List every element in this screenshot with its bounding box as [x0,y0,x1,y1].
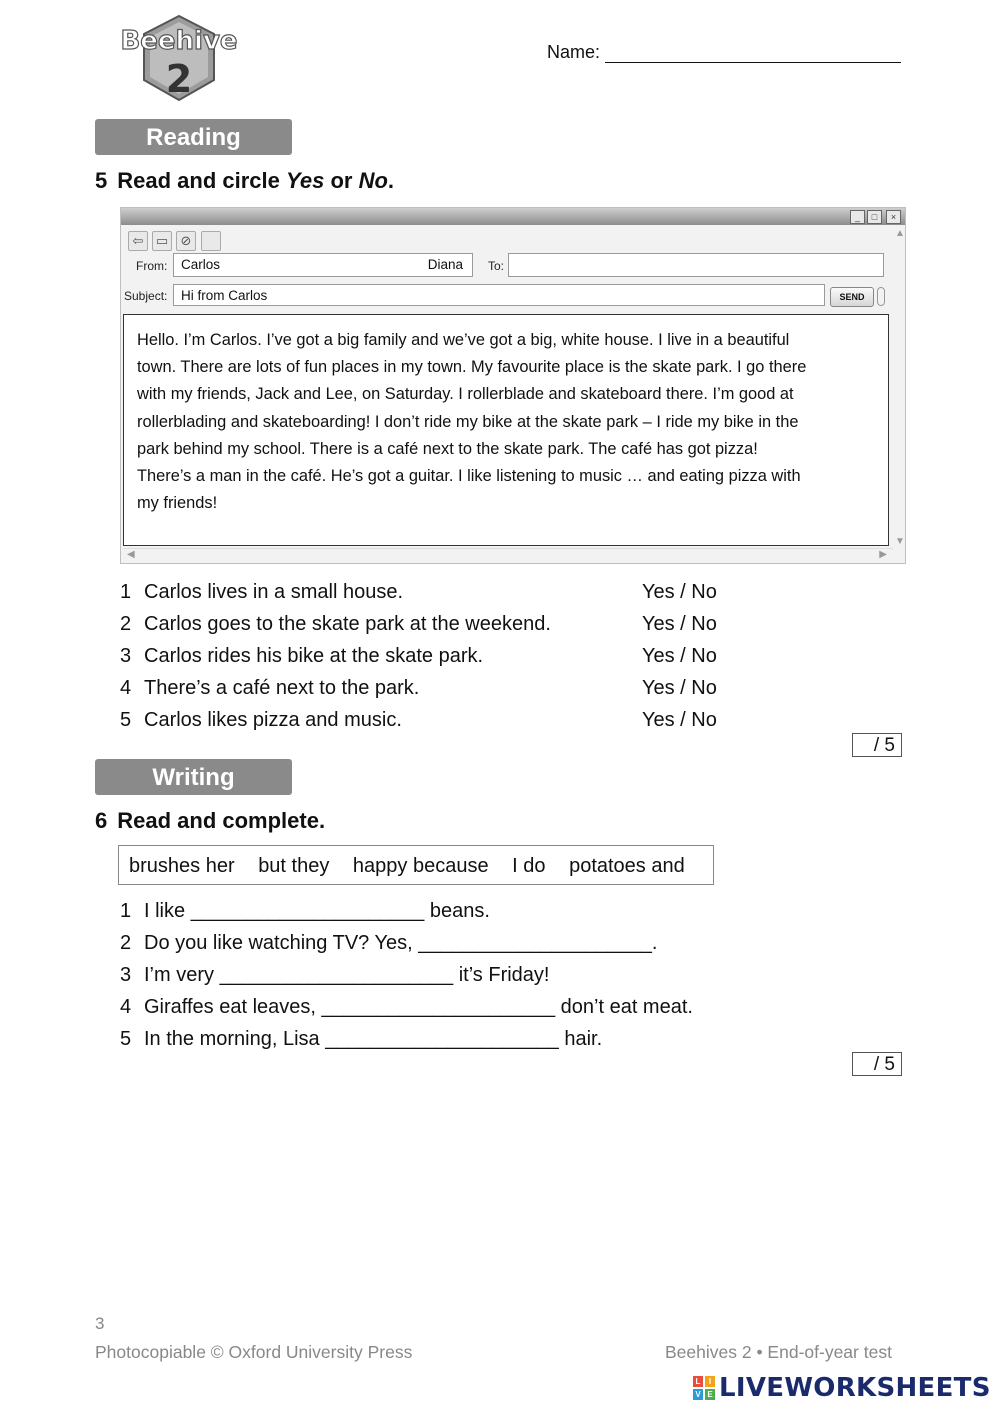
reading-task-number: 5 [95,168,108,193]
question-text: Carlos likes pizza and music. [144,709,402,731]
scroll-down-icon: ▼ [895,536,905,547]
completion-item [120,991,693,1023]
reading-section-tab: Reading [95,119,292,155]
beehive-logo [112,12,246,104]
reading-title-end: . [387,168,395,193]
logo-number: 2 [165,57,193,101]
item-after: hair. [558,1028,603,1050]
window-title-bar [121,208,905,225]
from-label: From: [136,259,168,273]
reading-task-title [95,168,394,194]
to-field [508,253,884,277]
email-body-line: Hello. I’m Carlos. I’ve got a big family and we’ve got a big, white house. I live in a beautiful [137,331,790,349]
question-number: 4 [120,677,132,699]
page-number: 3 [95,1314,105,1333]
brand-mark-letter: I [705,1376,715,1387]
liveworksheets-brand [693,1373,991,1403]
item-number: 3 [120,964,132,986]
liveworksheets-wordmark: LIVEWORKSHEETS [719,1373,991,1403]
completion-item [120,927,657,959]
completion-item [120,1023,602,1055]
yes-no-question [120,704,740,736]
question-number: 1 [120,581,132,603]
email-body-line: with my friends, Jack and Lee, on Saturday. I rollerblade and skateboard there. I’m good at [137,385,794,404]
email-body-line: my friends! [137,494,218,513]
writing-title-text: Read and complete. [117,808,326,833]
brand-mark-letter: L [693,1376,703,1387]
maximize-icon: □ [867,210,882,224]
reading-title-or: or [324,168,359,193]
close-icon: × [886,210,901,224]
from-value: Carlos [181,257,221,272]
yes-no-answer[interactable]: Yes / No [642,677,717,699]
writing-score-box: / 5 [852,1052,902,1076]
from-field [173,253,473,277]
yes-no-answer[interactable]: Yes / No [642,613,717,635]
copyright-text: Photocopiable © Oxford University Press [95,1342,413,1362]
yes-no-question [120,608,740,640]
completion-item [120,959,549,991]
scroll-up-icon: ▲ [895,228,905,239]
blank-tool-icon [201,231,221,251]
logo-word: Beehive [120,26,238,56]
answer-blank[interactable]: _____________________ [418,932,652,954]
item-before: Do you like watching TV? Yes, [144,932,419,954]
answer-blank[interactable]: _____________________ [190,900,425,922]
block-icon: ⊘ [176,231,196,251]
email-window [120,207,906,564]
answer-blank[interactable]: _____________________ [325,1028,559,1050]
writing-task-title [95,808,325,834]
question-text: Carlos rides his bike at the skate park. [144,645,484,667]
item-number: 5 [120,1028,132,1050]
print-icon: ▭ [152,231,172,251]
item-number: 4 [120,996,132,1018]
subject-label: Subject: [124,289,168,303]
email-body-line: park behind my school. There is a café next to the skate park. The café has got pizza! [137,439,758,458]
item-after: don’t eat meat. [555,996,693,1018]
answer-blank[interactable]: _____________________ [219,964,454,986]
yes-no-answer[interactable]: Yes / No [642,645,717,667]
from-value-right: Diana [427,257,463,272]
scroll-right-icon: ▶ [879,549,887,560]
question-text: Carlos goes to the skate park at the weekend. [144,613,551,635]
minimize-icon: _ [850,210,865,224]
reading-title-prefix: Read and circle [117,168,286,193]
word-bank-item: happy because [352,855,489,877]
email-body [123,314,889,546]
yes-no-question [120,640,740,672]
item-before: I like [144,900,191,922]
name-label: Name: [547,42,601,62]
item-number: 2 [120,932,132,954]
item-after: it’s Friday! [453,964,550,986]
send-button: SEND [830,287,874,307]
item-before: In the morning, Lisa [144,1028,326,1050]
question-text: Carlos lives in a small house. [144,581,403,603]
yes-no-question [120,672,740,704]
reading-score-box: / 5 [852,733,902,757]
word-bank-item: I do [512,855,546,877]
writing-task-number: 6 [95,808,108,833]
word-bank-item: but they [258,855,330,877]
brand-mark-letter: V [693,1389,703,1400]
email-body-line: town. There are lots of fun places in my town. My favourite place is the skate park. I go there [137,358,807,377]
question-text: There’s a café next to the park. [144,677,420,699]
test-name: Beehives 2 • End-of-year test [665,1342,892,1362]
back-icon: ⇦ [128,231,148,251]
question-number: 5 [120,709,132,731]
email-body-line: rollerblading and skateboarding! I don’t ride my bike at the skate park – I ride my bike in the [137,412,799,431]
answer-blank[interactable]: _____________________ [321,996,556,1018]
horizontal-scrollbar [123,548,893,560]
name-line[interactable] [605,42,901,63]
item-before: I’m very [144,964,220,986]
email-body-line: There’s a man in the café. He’s got a guitar. I like listening to music … and eating pizza with [137,467,801,486]
attachment-icon [877,287,885,306]
item-after: beans. [424,900,490,922]
name-field [547,42,901,63]
writing-section-tab: Writing [95,759,292,795]
liveworksheets-logo-icon [693,1376,715,1400]
yes-no-answer[interactable]: Yes / No [642,709,717,731]
completion-item [120,895,490,927]
brand-mark-letter: E [705,1389,715,1400]
scroll-left-icon: ◀ [127,549,135,560]
subject-field: Hi from Carlos [173,284,825,306]
word-bank [118,845,714,885]
word-bank-item: brushes her [129,855,235,877]
item-after: . [651,932,658,954]
to-label: To: [488,259,505,273]
reading-title-no: No [358,168,388,193]
vertical-scrollbar [894,228,904,548]
item-number: 1 [120,900,132,922]
reading-title-yes: Yes [286,168,325,193]
yes-no-answer[interactable]: Yes / No [642,581,717,603]
yes-no-question [120,576,740,608]
question-number: 2 [120,613,132,635]
question-number: 3 [120,645,132,667]
word-bank-item: potatoes and [569,855,685,877]
item-before: Giraffes eat leaves, [144,996,322,1018]
